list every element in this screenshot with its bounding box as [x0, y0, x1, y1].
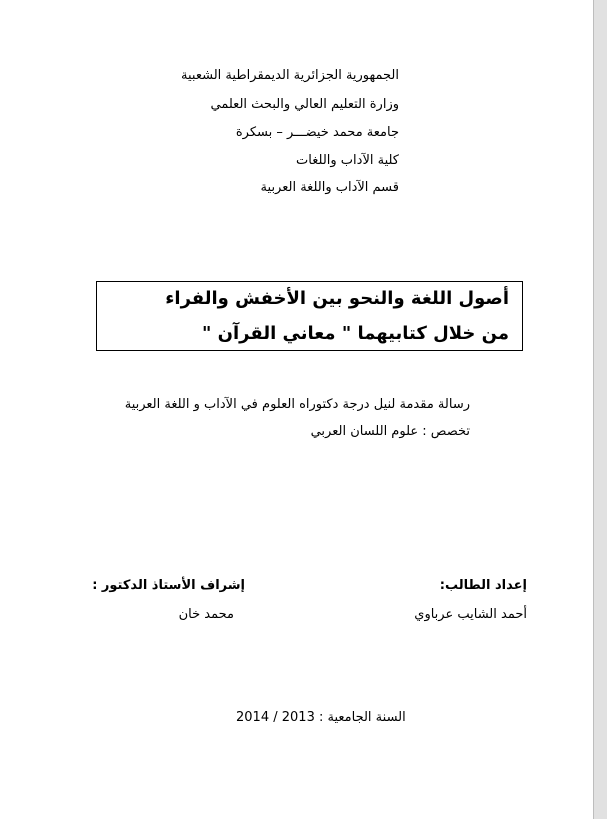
ministry-line: وزارة التعليم العالي والبحث العلمي	[210, 97, 399, 112]
country-line: الجمهورية الجزائرية الديمقراطية الشعبية	[181, 68, 399, 83]
thesis-purpose-line: رسالة مقدمة لنيل درجة دكتوراه العلوم في الآداب و اللغة العربية	[124, 397, 470, 412]
department-line: قسم الآداب واللغة العربية	[260, 180, 399, 195]
university-line: جامعة محمد خيضـــر – بسكرة	[235, 125, 399, 140]
faculty-line: كلية الآداب واللغات	[296, 153, 399, 168]
specialization-line: تخصص : علوم اللسان العربي	[310, 424, 470, 439]
supervisor-label: إشراف الأستاذ الدكتور :	[92, 578, 245, 593]
viewer-gutter	[594, 0, 607, 819]
supervisor-name: محمد خان	[178, 607, 234, 622]
thesis-title-line-2: من خلال كتابيهما " معاني القرآن "	[202, 323, 509, 344]
thesis-title-line-1: أصول اللغة والنحو بين الأخفش والفراء	[165, 288, 509, 309]
student-name: أحمد الشايب عرباوي	[414, 607, 527, 622]
academic-year: السنة الجامعية : 2013 / 2014	[236, 710, 406, 725]
student-label: إعداد الطالب:	[439, 578, 527, 593]
